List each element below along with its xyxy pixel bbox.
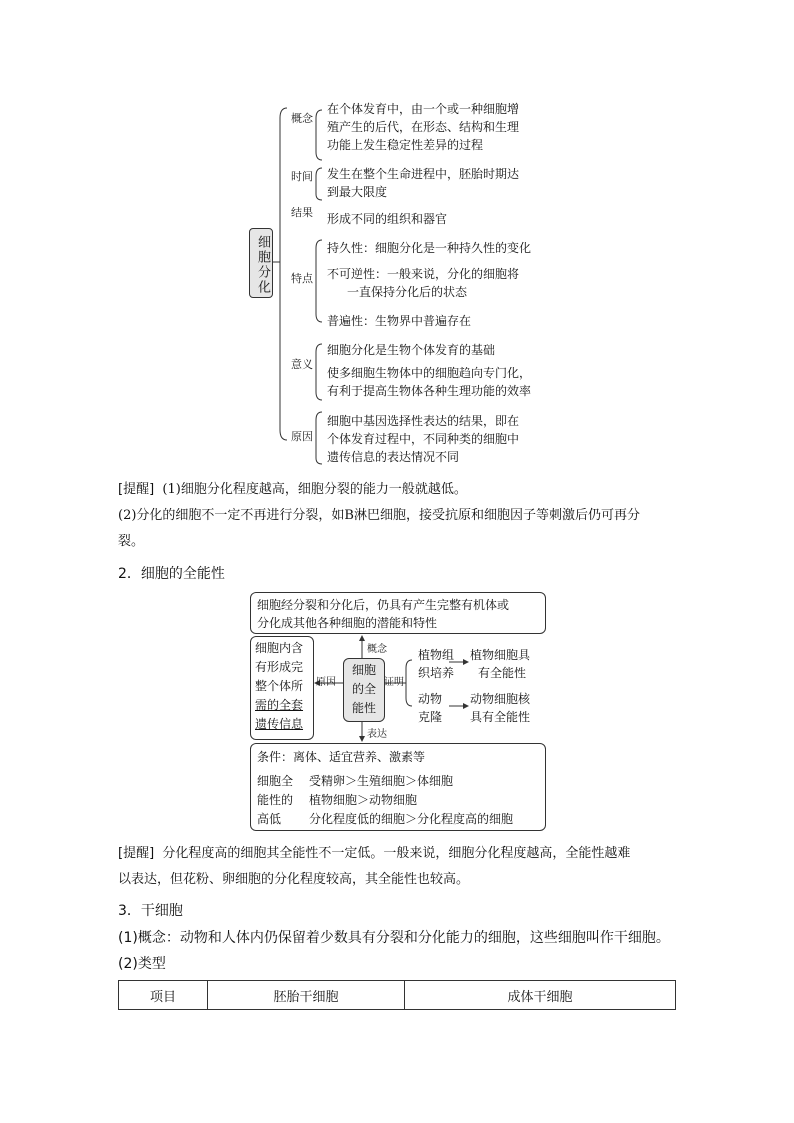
branch-feature-label: 特点 [291,272,313,285]
table-header-row [119,981,676,1010]
branch-cause-label: 原因 [291,430,313,443]
root-label: 细胞分化 [255,235,270,295]
arrow-expression-label: 表达 [367,729,387,740]
branch-significance-label: 意义 [291,358,313,371]
arrow-proof-label: 证明 [384,677,404,688]
tip2-tag: [提醒] [118,846,155,861]
branch-time-label: 时间 [291,170,313,183]
reason-box: 细胞内含 有形成完 整个体所 需的全套 遗传信息 [250,636,314,740]
significance-2: 使多细胞生物体中的细胞趋向专门化， 有利于提高生物体各种生理功能的效率 [327,366,532,398]
proof-plant-result: 植物细胞具 有全能性 [470,648,531,680]
feature-irreversible-1: 不可逆性：一般来说，分化的细胞将 [327,267,520,281]
tip-tag: [提醒] [118,482,155,497]
proof-animal-result: 动物细胞核 具有全能性 [470,692,531,724]
stem-cell-types: (2)类型 [118,956,166,972]
tip2-line2: 以表达，但花粉、卵细胞的分化程度较高，其全能性也较高。 [118,872,470,887]
expression-box [250,743,546,831]
tip1-line2b: 裂。 [118,534,145,549]
tip1-line1: (1)细胞分化程度越高，细胞分裂的能力一般就越低。 [162,482,467,497]
arrow-reason-label: 原因 [316,677,336,688]
condition-text: 条件：离体、适宜营养、激素等 [257,750,426,764]
tip1-line2a: (2)分化的细胞不一定不再进行分裂，如B淋巴细胞，接受抗原和细胞因子等刺激后仍可再分 [118,508,640,523]
concept-box: 细胞经分裂和分化后，仍具有产生完整有机体或 分化成其他各种细胞的潜能和特性 [250,592,546,634]
branch-cause-text: 细胞中基因选择性表达的结果，即在 个体发育过程中，不同种类的细胞中 遗传信息的表达情况不同 [327,414,520,464]
tip2-line1: 分化程度高的细胞其全能性不一定低。一般来说，细胞分化程度越高，全能性越难 [162,846,631,861]
proof-animal: 动物 克隆 [418,692,443,724]
branch-time-text: 发生在整个生命进程中，胚胎时期达 到最大限度 [327,167,520,199]
feature-irreversible-2: 一直保持分化后的状态 [347,285,468,299]
branch-concept-label: 概念 [291,112,313,125]
branch-result-text: 形成不同的组织和器官 [327,212,448,226]
table-header-adult: 成体干细胞 [405,981,676,1010]
significance-1: 细胞分化是生物个体发育的基础 [327,343,496,357]
arrow-concept-label: 概念 [367,644,387,655]
tip-block-2 [118,843,678,891]
section3-heading: 3．干细胞 [118,903,183,919]
stem-cell-table [118,980,676,1010]
totipotency-center: 细胞 的全 能性 [343,658,385,722]
proof-plant: 植物组 织培养 [418,648,455,680]
table-header-item: 项目 [119,981,208,1010]
table-header-embryonic: 胚胎干细胞 [208,981,405,1010]
branch-result-label: 结果 [291,206,313,219]
section2-heading: 2．细胞的全能性 [118,566,225,582]
level-label: 细胞全 能性的 高低 [257,774,294,826]
level-items: 受精卵＞生殖细胞＞体细胞 植物细胞＞动物细胞 分化程度低的细胞＞分化程度高的细胞 [309,774,514,826]
branch-concept-text: 在个体发育中，由一个或一种细胞增 殖产生的后代，在形态、结构和生理 功能上发生稳定性差异的过程 [327,102,520,152]
feature-persistence: 持久性：细胞分化是一种持久性的变化 [327,241,532,255]
feature-universality: 普遍性：生物界中普遍存在 [327,314,472,328]
stem-cell-concept: (1)概念：动物和人体内仍保留着少数具有分裂和分化能力的细胞，这些细胞叫作干细胞。 [118,930,670,946]
